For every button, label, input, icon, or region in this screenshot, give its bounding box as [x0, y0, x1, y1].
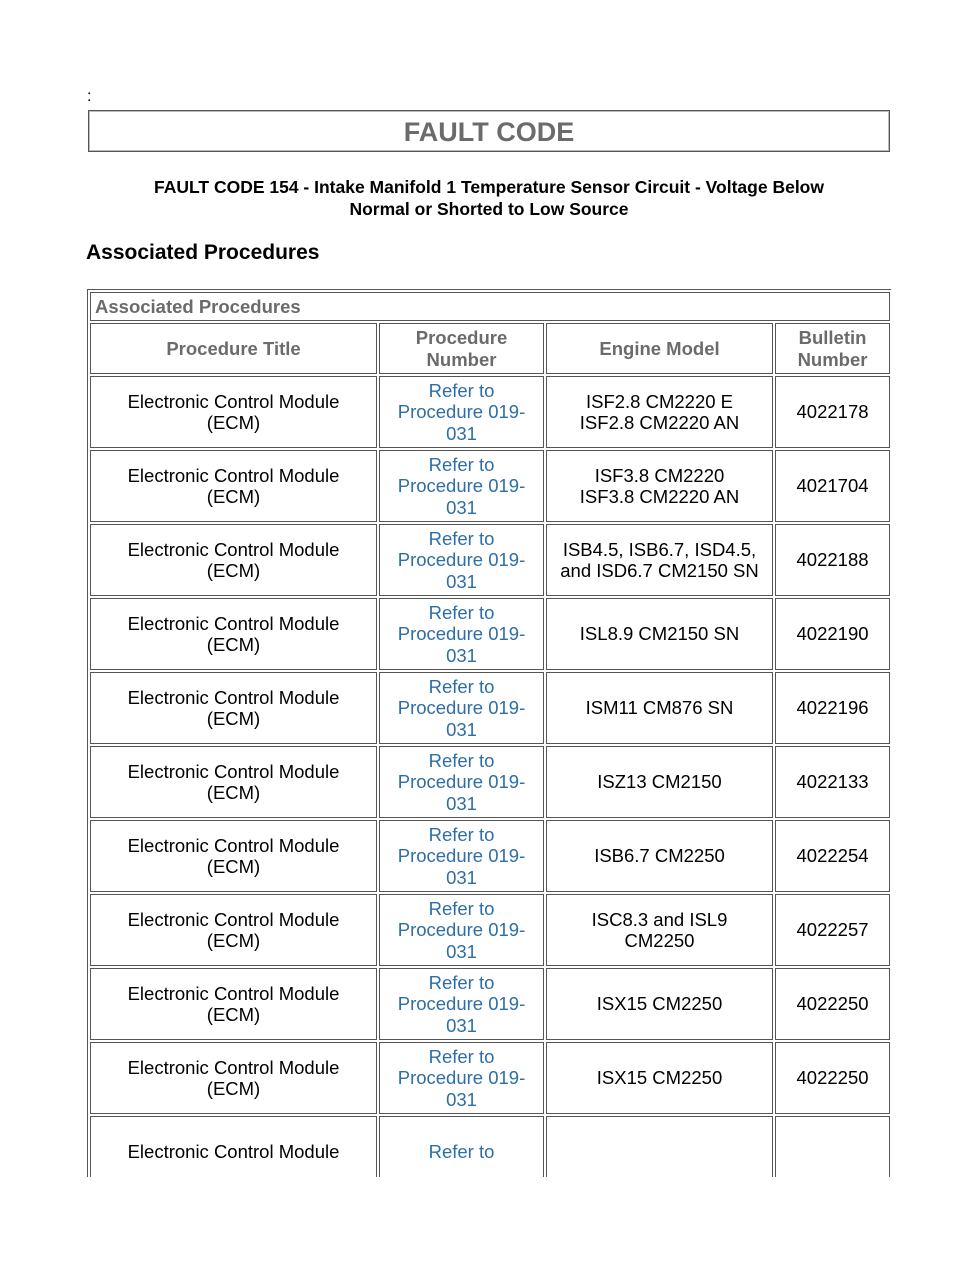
procedure-title-cell: Electronic Control Module (ECM)	[90, 894, 377, 966]
procedure-title-cell: Electronic Control Module (ECM)	[90, 1042, 377, 1114]
header-bulletin-number: Bulletin Number	[775, 323, 890, 374]
procedure-title-cell: Electronic Control Module (ECM)	[90, 598, 377, 670]
table-row	[90, 1042, 890, 1114]
header-procedure-title: Procedure Title	[90, 323, 377, 374]
engine-model-cell: ISF3.8 CM2220 ISF3.8 CM2220 AN	[546, 450, 773, 522]
banner-title: FAULT CODE	[403, 117, 575, 147]
procedure-title-cell: Electronic Control Module (ECM)	[90, 746, 377, 818]
table-row	[90, 376, 890, 448]
header-procedure-number: Procedure Number	[379, 323, 544, 374]
bulletin-number-cell	[775, 1116, 890, 1177]
table-row	[90, 598, 890, 670]
bulletin-number-cell: 4022178	[775, 376, 890, 448]
procedure-reference-link[interactable]: Refer to Procedure 019- 031	[379, 1042, 544, 1114]
engine-model-cell: ISX15 CM2250	[546, 1042, 773, 1114]
table-row	[90, 524, 890, 596]
table-row	[90, 1116, 890, 1177]
engine-model-cell: ISB4.5, ISB6.7, ISD4.5, and ISD6.7 CM2150 SN	[546, 524, 773, 596]
engine-model-cell: ISL8.9 CM2150 SN	[546, 598, 773, 670]
table-row	[90, 672, 890, 744]
procedure-reference-link[interactable]: Refer to Procedure 019- 031	[379, 450, 544, 522]
bulletin-number-cell: 4022133	[775, 746, 890, 818]
page-marker: :	[87, 88, 92, 105]
engine-model-cell	[546, 1116, 773, 1177]
engine-model-cell: ISC8.3 and ISL9 CM2250	[546, 894, 773, 966]
engine-model-cell: ISB6.7 CM2250	[546, 820, 773, 892]
procedure-reference-link[interactable]: Refer to Procedure 019- 031	[379, 746, 544, 818]
section-heading: Associated Procedures	[86, 241, 320, 264]
fault-code-title	[88, 176, 890, 220]
engine-model-cell: ISF2.8 CM2220 E ISF2.8 CM2220 AN	[546, 376, 773, 448]
procedure-reference-link[interactable]: Refer to Procedure 019- 031	[379, 524, 544, 596]
procedure-reference-link[interactable]: Refer to Procedure 019- 031	[379, 820, 544, 892]
header-engine-model: Engine Model	[546, 323, 773, 374]
engine-model-cell: ISZ13 CM2150	[546, 746, 773, 818]
procedure-reference-link[interactable]: Refer to Procedure 019- 031	[379, 672, 544, 744]
procedure-reference-link[interactable]: Refer to Procedure 019- 031	[379, 894, 544, 966]
procedure-title-cell: Electronic Control Module (ECM)	[90, 450, 377, 522]
bulletin-number-cell: 4022250	[775, 1042, 890, 1114]
procedure-title-cell: Electronic Control Module (ECM)	[90, 968, 377, 1040]
fault-code-title-line1: FAULT CODE 154 - Intake Manifold 1 Temperature Sensor Circuit - Voltage Below	[154, 177, 824, 197]
procedure-title-cell: Electronic Control Module (ECM)	[90, 672, 377, 744]
table-row	[90, 820, 890, 892]
procedure-title-cell: Electronic Control Module	[90, 1116, 377, 1177]
table-header-row	[90, 323, 890, 374]
procedures-table-container	[87, 289, 891, 1177]
bulletin-number-cell: 4022188	[775, 524, 890, 596]
procedure-title-cell: Electronic Control Module (ECM)	[90, 524, 377, 596]
bulletin-number-cell: 4022257	[775, 894, 890, 966]
fault-code-banner	[88, 110, 890, 152]
procedure-reference-link[interactable]: Refer to Procedure 019- 031	[379, 968, 544, 1040]
procedure-title-cell: Electronic Control Module (ECM)	[90, 820, 377, 892]
bulletin-number-cell: 4021704	[775, 450, 890, 522]
procedure-title-cell: Electronic Control Module (ECM)	[90, 376, 377, 448]
procedure-reference-link[interactable]: Refer to Procedure 019- 031	[379, 376, 544, 448]
table-caption: Associated Procedures	[90, 292, 890, 321]
procedures-table	[87, 289, 891, 1177]
bulletin-number-cell: 4022190	[775, 598, 890, 670]
engine-model-cell: ISX15 CM2250	[546, 968, 773, 1040]
procedure-reference-link[interactable]: Refer to	[379, 1116, 544, 1177]
table-row	[90, 968, 890, 1040]
table-row	[90, 894, 890, 966]
procedure-reference-link[interactable]: Refer to Procedure 019- 031	[379, 598, 544, 670]
bulletin-number-cell: 4022250	[775, 968, 890, 1040]
bulletin-number-cell: 4022196	[775, 672, 890, 744]
fault-code-title-line2: Normal or Shorted to Low Source	[349, 199, 629, 219]
table-row	[90, 450, 890, 522]
engine-model-cell: ISM11 CM876 SN	[546, 672, 773, 744]
table-row	[90, 746, 890, 818]
bulletin-number-cell: 4022254	[775, 820, 890, 892]
